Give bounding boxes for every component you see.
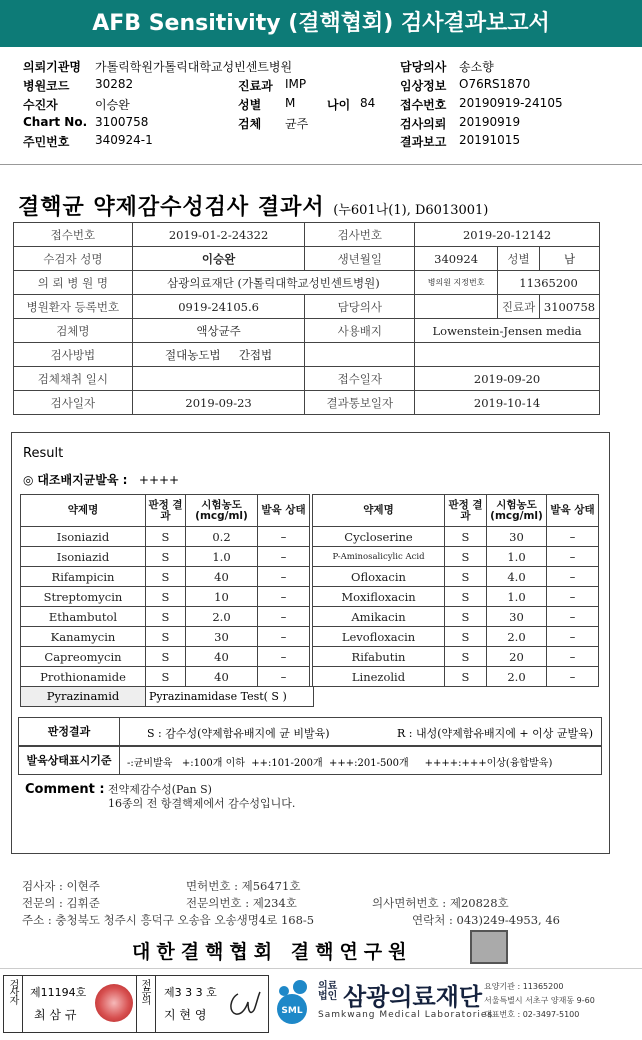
specialist-no: 제3 3 3 호 — [164, 986, 217, 999]
comment-label: Comment : — [25, 782, 105, 797]
drug-row — [21, 567, 599, 587]
brand-name: 삼광의료재단 — [343, 983, 483, 1011]
drug-name: Amikacin — [313, 607, 445, 627]
drug-growth: – — [258, 607, 310, 627]
notice-label: 결과통보일자 — [305, 391, 415, 415]
growth-label: 대조배지균발육 : — [37, 473, 128, 487]
comment-text — [108, 783, 295, 811]
method-2: 간접법 — [238, 347, 273, 362]
footer-doctor-license: 의사면허번호 : 제20828호 — [372, 896, 509, 910]
drug-growth: – — [547, 647, 599, 667]
judgement-label: 판정결과 — [19, 718, 120, 745]
drug-result: S — [445, 547, 487, 567]
organization-seal — [470, 930, 508, 964]
method-value — [132, 343, 305, 367]
drug-concentration: 1.0 — [487, 587, 547, 607]
growth-legend-text: -:균비발육 +:100개 이하 ++:101-200개 +++:201-500개 ++++:+++이상(융합발육) — [127, 758, 553, 769]
drug-result: S — [445, 567, 487, 587]
drug-name: Capreomycin — [21, 647, 146, 667]
patient-reg-label: 병원환자 등록번호 — [14, 295, 133, 319]
chart-label: Chart No. — [23, 115, 88, 129]
collect-label: 검체채취 일시 — [14, 367, 133, 391]
drug-growth: – — [547, 567, 599, 587]
signature-box — [3, 975, 269, 1033]
judgement-s: S : 감수성(약제함유배지에 균 비발육) — [147, 727, 330, 740]
clinical-value: O76RS1870 — [459, 77, 531, 91]
doctor-label: 담당의사 — [400, 60, 447, 74]
brand-small-text — [318, 982, 337, 1002]
name-value: 이승완 — [132, 247, 305, 271]
judgement-r: R : 내성(약제함유배지에 + 이상 균발육) — [397, 727, 594, 740]
comment-line-2: 16종의 전 항결핵제에서 감수성입니다. — [108, 797, 296, 810]
drug-growth: – — [258, 567, 310, 587]
drug-concentration: 2.0 — [487, 627, 547, 647]
tester-vertical-label: 검사자 — [7, 979, 18, 1003]
request-value: 20190919 — [459, 115, 521, 129]
name-label: 수검자 성명 — [14, 247, 133, 271]
drug-concentration: 1.0 — [487, 547, 547, 567]
comment-line-1: 전약제감수성(Pan S) — [108, 783, 212, 796]
drug-row — [21, 587, 599, 607]
brand-english: Samkwang Medical Laboratories — [318, 1010, 494, 1020]
drug-growth: – — [258, 527, 310, 547]
drug-result: S — [146, 547, 186, 567]
drug-result: S — [445, 607, 487, 627]
brand-info-2: 서울특별시 서초구 양재동 9-60 — [484, 996, 595, 1005]
drug-result: S — [445, 527, 487, 547]
col-conc-right: 시험농도 (mcg/ml) — [487, 495, 547, 527]
footer-specialist: 전문의 : 김휘준 — [22, 896, 100, 910]
clinical-label: 임상정보 — [400, 79, 447, 93]
drug-concentration: 40 — [186, 567, 258, 587]
notice-value: 2019-10-14 — [415, 391, 600, 415]
brand-small-2: 법인 — [318, 991, 338, 1002]
brand-small-1: 의료 — [318, 981, 338, 992]
pza-name: Pyrazinamid — [20, 686, 146, 707]
receiver-label: 수진자 — [23, 98, 58, 112]
drug-name: Kanamycin — [21, 627, 146, 647]
drug-name: Moxifloxacin — [313, 587, 445, 607]
report-title: AFB Sensitivity (결핵협회) 검사결과보고서 — [0, 0, 642, 47]
patient-reg-value: 0919-24105.6 — [132, 295, 305, 319]
birth-label: 생년월일 — [305, 247, 415, 271]
drug-result: S — [146, 627, 186, 647]
specialist-vertical-label: 전문의 — [139, 979, 150, 1003]
received-label: 접수일자 — [305, 367, 415, 391]
drug-growth: – — [547, 527, 599, 547]
receipt-no-label: 접수번호 — [14, 223, 133, 247]
tested-value: 2019-09-23 — [132, 391, 305, 415]
drug-result: S — [146, 667, 186, 687]
drug-growth: – — [258, 587, 310, 607]
drug-growth: – — [547, 667, 599, 687]
method-label: 검사방법 — [14, 343, 133, 367]
brand-info-1: 요양기관 : 11365200 — [484, 982, 564, 991]
col-result-right: 판정 결과 — [445, 495, 487, 527]
col-drug-left: 약제명 — [21, 495, 146, 527]
age-label: 나이 — [327, 98, 351, 112]
age-value: 84 — [360, 96, 376, 110]
drug-result: S — [445, 627, 487, 647]
drug-row — [21, 547, 599, 567]
collect-value — [132, 367, 305, 391]
growth-value: ++++ — [138, 473, 180, 487]
drug-growth: – — [547, 627, 599, 647]
drug-result: S — [146, 587, 186, 607]
drug-concentration: 20 — [487, 647, 547, 667]
drug-row — [21, 647, 599, 667]
drug-row — [21, 527, 599, 547]
drug-concentration: 40 — [186, 647, 258, 667]
report-date-value: 20191015 — [459, 133, 521, 147]
divider-1 — [22, 976, 23, 1032]
footer-organization: 대한결핵협회 결핵연구원 — [132, 941, 413, 963]
footer-tester: 검사자 : 이현주 — [22, 879, 100, 893]
drug-growth: – — [547, 587, 599, 607]
document-code: (누601나(1), D6013001) — [333, 203, 489, 218]
resident-value: 340924-1 — [95, 133, 153, 147]
drug-growth: – — [547, 607, 599, 627]
col-conc-left: 시험농도 (mcg/ml) — [186, 495, 258, 527]
footer-license: 면허번호 : 제56471호 — [186, 879, 301, 893]
drug-growth: – — [258, 547, 310, 567]
drug-concentration: 30 — [186, 627, 258, 647]
hospital-value: 삼광의료재단 (가톨릭대학교성빈센트병원) — [132, 271, 414, 295]
request-label: 검사의뢰 — [400, 117, 447, 131]
drug-concentration: 4.0 — [487, 567, 547, 587]
drug-result: S — [445, 647, 487, 667]
drug-row — [21, 607, 599, 627]
signature-icon — [224, 988, 264, 1022]
specialist-name: 지 현 영 — [164, 1008, 207, 1022]
medium-label: 사용배지 — [305, 319, 415, 343]
hospital-id-label: 병의원 지정번호 — [415, 271, 498, 295]
receiver-value: 이승완 — [95, 98, 130, 112]
sml-text: SML — [281, 1006, 303, 1016]
sex-value-doc: 남 — [539, 247, 599, 271]
test-no-label: 검사번호 — [305, 223, 415, 247]
drug-name: Streptomycin — [21, 587, 146, 607]
brand-info-3: 대표번호 : 02-3497-5100 — [484, 1010, 580, 1019]
footer-address: 주소 : 충청북도 청주시 흥덕구 오송읍 오송생명4로 168-5 — [22, 913, 315, 927]
tester-name: 최 삼 규 — [34, 1008, 77, 1022]
specimen-name-label: 검체명 — [14, 319, 133, 343]
sml-logo-icon — [272, 977, 312, 1027]
drug-name: P-Aminosalicylic Acid — [313, 547, 445, 567]
drug-name: Cycloserine — [313, 527, 445, 547]
drug-result: S — [445, 587, 487, 607]
drug-growth: – — [258, 627, 310, 647]
resident-label: 주민번호 — [23, 135, 70, 149]
method-1: 절대농도법 — [165, 347, 221, 362]
drug-row — [21, 627, 599, 647]
sex-label-doc: 성별 — [498, 247, 540, 271]
col-drug-right: 약제명 — [313, 495, 445, 527]
drug-name: Ofloxacin — [313, 567, 445, 587]
drug-name: Rifabutin — [313, 647, 445, 667]
hospital-code-label: 병원코드 — [23, 79, 70, 93]
drug-concentration: 30 — [487, 607, 547, 627]
method-blank-2 — [415, 343, 600, 367]
footer-specialist-no: 전문의번호 : 제234호 — [186, 896, 297, 910]
drug-result: S — [445, 667, 487, 687]
drug-name: Rifampicin — [21, 567, 146, 587]
doc-dept-label: 진료과 — [498, 295, 540, 319]
drug-growth: – — [258, 667, 310, 687]
drug-table-body — [21, 527, 599, 687]
doc-doctor-value — [415, 295, 498, 319]
method-blank — [305, 343, 415, 367]
judgement-legend — [18, 717, 602, 746]
drug-growth: – — [547, 547, 599, 567]
drug-name: Prothionamide — [21, 667, 146, 687]
drug-result: S — [146, 607, 186, 627]
growth-legend — [18, 746, 602, 775]
doctor-value: 송소향 — [459, 60, 494, 74]
doc-dept-value: 3100758 — [539, 295, 599, 319]
divider-3 — [155, 976, 156, 1032]
hospital-code-value: 30282 — [95, 77, 134, 91]
hospital-id-value: 11365200 — [498, 271, 600, 295]
result-label: Result — [23, 446, 64, 461]
footer-divider — [0, 968, 642, 969]
receipt-value: 20190919-24105 — [459, 96, 563, 110]
seal-icon — [95, 984, 133, 1022]
drug-result: S — [146, 527, 186, 547]
col-growth-left: 발육 상태 — [258, 495, 310, 527]
drug-name: Levofloxacin — [313, 627, 445, 647]
growth-legend-label: 발육상태표시기준 — [19, 747, 120, 774]
receipt-label: 접수번호 — [400, 98, 447, 112]
drug-sensitivity-table — [20, 494, 599, 687]
hospital-label: 의 뢰 병 원 명 — [14, 271, 133, 295]
drug-name: Linezolid — [313, 667, 445, 687]
document-title-text: 결핵균 약제감수성검사 결과서 — [18, 194, 325, 220]
tester-no: 제11194호 — [30, 986, 87, 999]
patient-info-table — [13, 222, 600, 415]
sex-label: 성별 — [238, 98, 262, 112]
chart-value: 3100758 — [95, 115, 149, 129]
col-result-left: 판정 결과 — [146, 495, 186, 527]
pza-result: Pyrazinamidase Test( S ) — [145, 686, 314, 707]
received-value: 2019-09-20 — [415, 367, 600, 391]
specimen-label: 검체 — [238, 117, 262, 131]
receipt-no-value: 2019-01-2-24322 — [132, 223, 305, 247]
document-title — [18, 190, 488, 221]
test-no-value: 2019-20-12142 — [415, 223, 600, 247]
col-growth-right: 발육 상태 — [547, 495, 599, 527]
institution-value: 가톨릭학원가톨릭대학교성빈센트병원 — [95, 60, 293, 74]
drug-row — [21, 667, 599, 687]
drug-concentration: 1.0 — [186, 547, 258, 567]
dept-label: 진료과 — [238, 79, 273, 93]
drug-result: S — [146, 567, 186, 587]
report-date-label: 결과보고 — [400, 135, 447, 149]
birth-value: 340924 — [415, 247, 498, 271]
sex-value: M — [285, 96, 296, 110]
drug-name: Ethambutol — [21, 607, 146, 627]
tested-label: 검사일자 — [14, 391, 133, 415]
drug-concentration: 10 — [186, 587, 258, 607]
specimen-name-value: 액상균주 — [132, 319, 305, 343]
drug-name: Isoniazid — [21, 547, 146, 567]
target-icon: ◎ — [23, 473, 34, 487]
drug-name: Isoniazid — [21, 527, 146, 547]
drug-concentration: 30 — [487, 527, 547, 547]
control-growth — [23, 471, 179, 488]
drug-result: S — [146, 647, 186, 667]
dept-value: IMP — [285, 77, 307, 91]
specimen-value: 균주 — [285, 117, 309, 131]
footer-contact: 연락처 : 043)249-4953, 46 — [412, 913, 560, 927]
doc-doctor-label: 담당의사 — [305, 295, 415, 319]
header-divider — [0, 164, 642, 165]
drug-concentration: 2.0 — [186, 607, 258, 627]
drug-concentration: 0.2 — [186, 527, 258, 547]
drug-concentration: 2.0 — [487, 667, 547, 687]
medium-value: Lowenstein-Jensen media — [415, 319, 600, 343]
drug-growth: – — [258, 647, 310, 667]
drug-concentration: 40 — [186, 667, 258, 687]
institution-label: 의뢰기관명 — [23, 60, 81, 74]
